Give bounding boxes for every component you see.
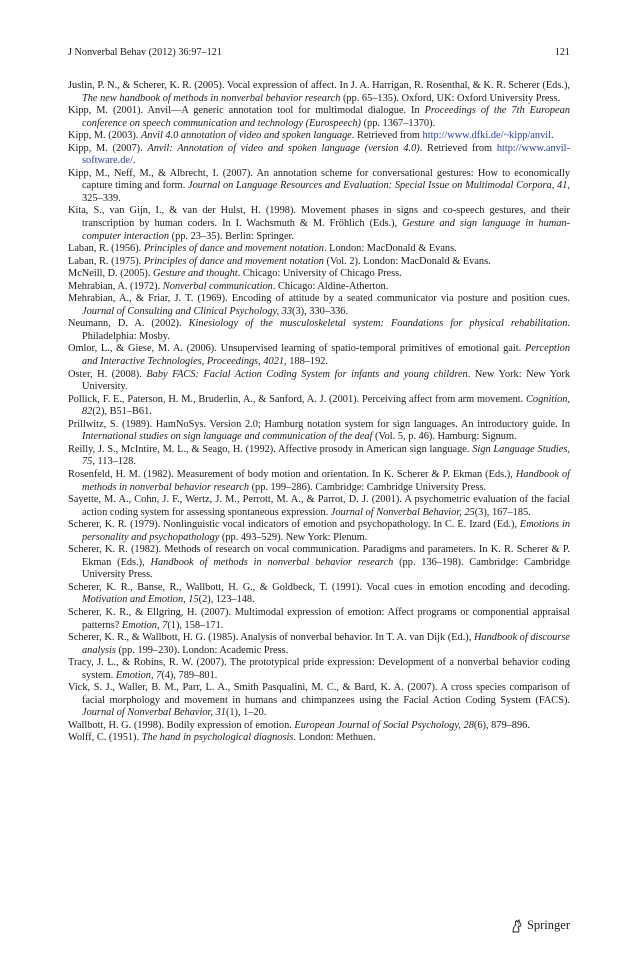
reference-text: Laban, R. (1975).: [68, 255, 144, 267]
reference-title: Motivation and Emotion, 15: [82, 594, 199, 606]
reference-title: Gesture and sign language in human-computer interaction: [82, 218, 570, 242]
reference-title: Handbook of methods in nonverbal behavior research: [150, 556, 394, 568]
reference-title: Perception and Interactive Technologies, Proceedings, 4021: [82, 343, 570, 368]
reference-text: Neumann, D. A. (2002).: [68, 318, 189, 330]
reference-text: Scherer, K. R., & Wallbott, H. G. (1985). Analysis of nonverbal behavior. In T. A. van Dijk (Ed.),: [68, 632, 474, 644]
reference-text: Juslin, P. N., & Scherer, K. R. (2005). Vocal expression of affect. In J. A. Harrigan, R. Rosenthal, & K. R. Scherer (Eds.),: [68, 80, 570, 91]
reference-title: Anvil 4.0 annotation of video and spoken language: [140, 130, 352, 142]
reference-entry: [68, 469, 570, 494]
reference-text: , 325–339.: [82, 180, 570, 204]
reference-entry: [68, 343, 570, 368]
reference-entry: [68, 168, 570, 206]
reference-text: . London: MacDonald & Evans.: [323, 243, 457, 255]
journal-citation: J Nonverbal Behav (2012) 36:97–121: [68, 47, 222, 58]
running-header: [68, 47, 570, 63]
reference-text: . Retrieved from: [351, 130, 423, 142]
reference-title: Journal on Language Resources and Evaluation: Special Issue on Multimodal Corpora, 41: [188, 180, 568, 192]
reference-text: , 188–192.: [284, 356, 329, 368]
reference-text: Prillwitz, S. (1989). HamNoSys. Version 2.0; Hamburg notation system for sign languages. An introductory guide. In: [68, 418, 570, 430]
reference-title: Journal of Nonverbal Behavior, 31: [82, 707, 226, 719]
reference-text: Pollick, F. E., Paterson, H. M., Bruderlin, A., & Sanford, A. J. (2001). Perceiving affect from arm movement.: [68, 393, 527, 405]
reference-entry: [68, 657, 570, 682]
reference-text: (pp. 493–529). New York: Plenum.: [219, 531, 368, 543]
reference-link[interactable]: http://www.dfki.de/~kipp/anvil: [422, 130, 551, 142]
page-number: 121: [554, 47, 570, 58]
reference-entry: [68, 720, 570, 733]
reference-text: (Vol. 5, p. 46). Hamburg: Signum.: [372, 431, 517, 443]
reference-text: (1), 158–171.: [167, 619, 224, 631]
reference-text: Wolff, C. (1951).: [68, 732, 142, 744]
publisher-logo: [510, 918, 570, 933]
reference-title: Emotion, 7: [115, 669, 162, 681]
reference-text: Kita, S., van Gijn, I., & van der Hulst, H. (1998). Movement phases in signs and co-speech gestures, and their transcription by human coders. In I. Wachsmuth & M. Fröhlich (Eds.),: [68, 205, 570, 230]
reference-text: (pp. 136–198). Cambridge: Cambridge University Press.: [82, 556, 570, 581]
reference-text: (4), 789–801.: [161, 669, 218, 681]
reference-text: McNeill, D. (2005).: [68, 268, 154, 280]
reference-title: International studies on sign language and communication of the deaf: [82, 431, 373, 443]
reference-text: Kipp, M., Neff, M., & Albrecht, I. (2007). An annotation scheme for conversational gestures: How to economically capture timing and form.: [68, 167, 570, 192]
reference-text: Scherer, K. R., Banse, R., Wallbott, H. G., & Goldbeck, T. (1991). Vocal cues in emotion encoding and decoding.: [68, 581, 570, 593]
reference-entry: [68, 682, 570, 720]
reference-text: Omlor, L., & Giese, M. A. (2006). Unsupervised learning of spatio-temporal primitives of emotional gait.: [68, 343, 525, 355]
reference-entry: [68, 544, 570, 582]
reference-link[interactable]: http://www.anvil-software.de/: [82, 142, 570, 167]
reference-entry: [68, 281, 570, 294]
reference-text: (2), 123–148.: [198, 594, 255, 606]
reference-text: (pp. 65–135). Oxford, UK: Oxford University Press.: [340, 92, 561, 104]
reference-text: Reilly, J. S., McIntire, M. L., & Seago, H. (1992). Affective prosody in American sign language.: [68, 443, 473, 455]
reference-entry: [68, 582, 570, 607]
reference-entry: [68, 143, 570, 168]
reference-text: Mehrabian, A., & Friar, J. T. (1969). Encoding of attitude by a seated communicator via posture and position cues.: [68, 293, 570, 305]
reference-title: European Journal of Social Psychology, 28: [294, 719, 474, 731]
reference-entry: [68, 419, 570, 444]
reference-text: (pp. 23–35). Berlin: Springer.: [169, 230, 295, 242]
reference-text: Scherer, K. R., & Ellgring, H. (2007). Multimodal expression of emotion: Affect programs or componential appraisal patterns?: [68, 606, 570, 631]
reference-text: (3), 330–336.: [292, 305, 349, 317]
reference-title: Cognition, 82: [82, 393, 570, 418]
reference-text: Oster, H. (2008).: [68, 368, 147, 380]
reference-title: Proceedings of the 7th European conference on speech communication and technology (Eurospeech): [82, 105, 570, 129]
reference-text: .: [551, 130, 554, 142]
reference-entry: [68, 205, 570, 243]
reference-title: The new handbook of methods in nonverbal behavior research: [82, 92, 341, 104]
reference-text: Mehrabian, A. (1972).: [68, 280, 163, 292]
reference-title: Gesture and thought: [153, 268, 238, 280]
reference-entry: [68, 494, 570, 519]
reference-entry: [68, 369, 570, 394]
reference-entry: [68, 80, 570, 105]
reference-entry: [68, 607, 570, 632]
reference-text: . Chicago: University of Chicago Press.: [237, 268, 402, 280]
reference-title: Journal of Consulting and Clinical Psychology, 33: [82, 305, 293, 317]
reference-text: Wallbott, H. G. (1998). Bodily expression of emotion.: [68, 719, 295, 731]
reference-text: (1), 1–20.: [225, 707, 267, 719]
reference-text: (pp. 1367–1370).: [361, 117, 436, 129]
reference-text: .: [132, 155, 136, 167]
reference-text: (3), 167–185.: [474, 506, 531, 518]
reference-entry: [68, 732, 570, 745]
reference-text: Laban, R. (1956).: [68, 243, 144, 255]
reference-text: (Vol. 2). London: MacDonald & Evans.: [323, 255, 491, 267]
reference-entry: [68, 293, 570, 318]
reference-title: Handbook of discourse analysis: [82, 632, 570, 656]
reference-entry: [68, 444, 570, 469]
reference-entry: [68, 632, 570, 657]
reference-entry: [68, 519, 570, 544]
reference-text: . Retrieved from: [419, 142, 497, 154]
reference-title: Principles of dance and movement notation: [143, 255, 324, 267]
reference-text: Vick, S. J., Waller, B. M., Parr, L. A., Smith Pasqualini, M. C., & Bard, K. A. (2007). A cross species comparison of facial morphology and movement in humans and chimpanzees using the Facial Action Coding System (FACS).: [68, 682, 570, 706]
reference-text: Scherer, K. R. (1979). Nonlinguistic vocal indicators of emotion and psychopathology. In C. E. Izard (Ed.),: [68, 519, 520, 531]
reference-text: Scherer, K. R. (1982). Methods of research on vocal communication. Paradigms and parameters. In K. R. Scherer & P. Ekman (Eds.),: [68, 544, 570, 568]
reference-entry: [68, 130, 570, 143]
reference-entry: [68, 105, 570, 130]
reference-entry: [68, 243, 570, 256]
reference-title: Sign Language Studies, 75: [82, 443, 570, 468]
reference-entry: [68, 268, 570, 281]
reference-text: Kipp, M. (2007).: [68, 142, 148, 154]
reference-list: [68, 80, 570, 745]
reference-text: . Chicago: Aldine-Atherton.: [272, 280, 389, 292]
reference-text: Sayette, M. A., Cohn, J. F., Wertz, J. M., Perrott, M. A., & Parrot, D. J. (2001). A psychometric evaluation of the facial action coding system for assessing spontaneous expression.: [68, 494, 570, 518]
publisher-name: Springer: [526, 918, 570, 932]
reference-text: Kipp, M. (2003).: [68, 130, 141, 142]
reference-title: Baby FACS: Facial Action Coding System for infants and young children: [146, 368, 468, 380]
reference-title: Emotions in personality and psychopathology: [82, 519, 570, 543]
reference-title: The hand in psychological diagnosis: [141, 732, 294, 744]
reference-text: (6), 879–896.: [473, 719, 530, 731]
springer-horse-icon: [510, 919, 523, 933]
reference-text: . Philadelphia: Mosby.: [82, 318, 570, 342]
reference-text: , 113–128.: [92, 456, 136, 468]
reference-title: Kinesiology of the musculoskeletal system: Foundations for physical rehabilitation: [188, 318, 568, 330]
reference-text: Rosenfeld, H. M. (1982). Measurement of body motion and orientation. In K. Scherer & P. Ekman (Eds.),: [68, 468, 516, 480]
reference-text: (pp. 199–286). Cambridge: Cambridge University Press.: [249, 481, 487, 493]
reference-entry: [68, 256, 570, 269]
reference-title: Principles of dance and movement notation: [143, 243, 324, 255]
reference-title: Emotion, 7: [121, 619, 168, 631]
reference-text: . London: Methuen.: [293, 732, 376, 744]
reference-text: (pp. 199–230). London: Academic Press.: [115, 644, 289, 656]
reference-title: Journal of Nonverbal Behavior, 25: [330, 506, 475, 518]
reference-text: Kipp, M. (2001). Anvil—A generic annotation tool for multimodal dialogue. In: [68, 105, 425, 117]
reference-entry: [68, 318, 570, 343]
reference-entry: [68, 394, 570, 419]
reference-title: Nonverbal communication: [162, 280, 273, 292]
reference-text: (2), B51–B61.: [92, 406, 152, 418]
reference-text: Tracy, J. L., & Robins, R. W. (2007). The prototypical pride expression: Development of a nonverbal behavior coding system.: [68, 657, 570, 681]
reference-title: Anvil: Annotation of video and spoken language (version 4.0): [147, 142, 420, 154]
reference-text: . New York: New York University.: [82, 368, 571, 393]
reference-title: Handbook of methods in nonverbal behavior research: [82, 468, 570, 493]
